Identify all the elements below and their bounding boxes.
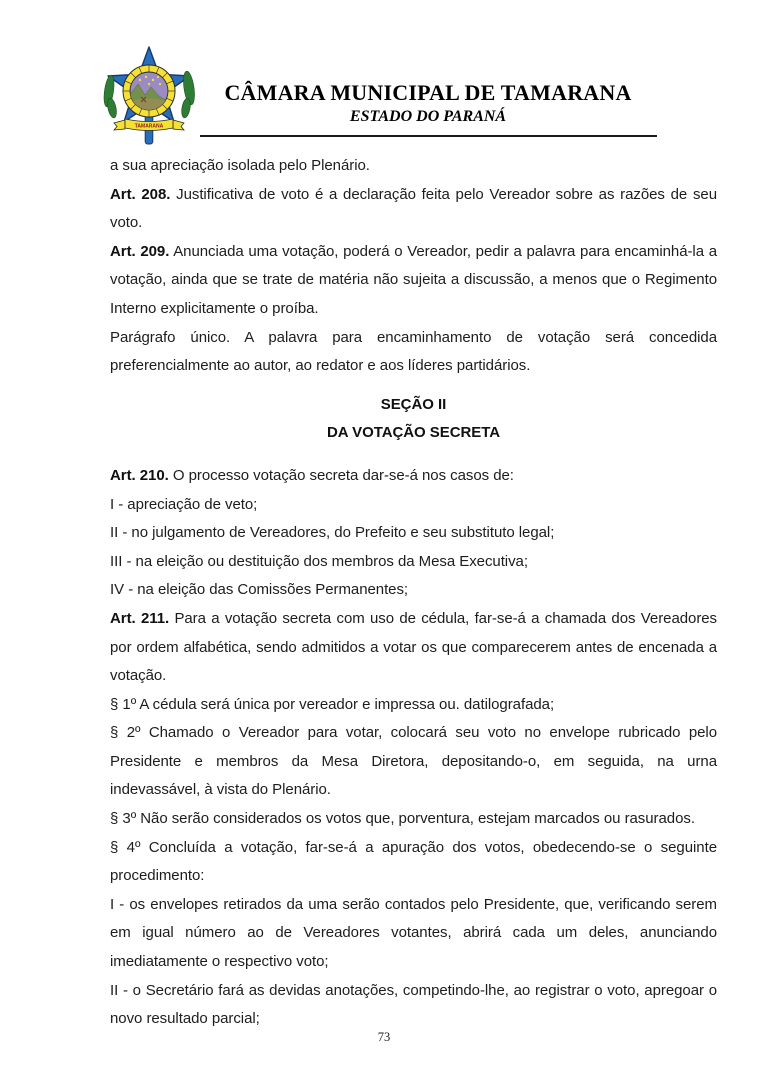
paragraph-paragrafo-unico	[110, 324, 717, 381]
section-heading	[110, 391, 717, 448]
paragraph-text: § 3º Não serão considerados os votos que, porventura, estejam marcados ou rasurados.	[110, 810, 695, 828]
article-label: Art. 211.	[110, 609, 170, 627]
section-title: DA VOTAÇÃO SECRETA	[327, 424, 500, 442]
paragraph-par-1	[110, 691, 717, 720]
paragraph-art-208	[110, 181, 717, 238]
list-item-i-apuracao	[110, 891, 717, 977]
paragraph-par-2	[110, 719, 717, 805]
paragraph-text: § 4º Concluída a votação, far-se-á a apuração dos votos, obedecendo-se o seguinte procedimento:	[110, 838, 717, 885]
section-number: SEÇÃO II	[380, 395, 447, 413]
page-footer	[0, 1030, 768, 1045]
list-item-ii-apuracao	[110, 977, 717, 1034]
paragraph-text: Anunciada uma votação, poderá o Vereador, pedir a palavra para encaminhá-la a votação, ainda que se trate de matéria não sujeita a discussão, a menos que o Regimento Interno explicitamente o proíba.	[110, 242, 718, 317]
ribbon-text: TAMARANA	[134, 123, 164, 130]
org-subtitle: ESTADO DO PARANÁ	[349, 108, 507, 125]
list-item-ii	[110, 519, 717, 548]
org-title: CÂMARA MUNICIPAL DE TAMARANA	[224, 80, 632, 105]
paragraph-text: II - no julgamento de Vereadores, do Prefeito e seu substituto legal;	[110, 524, 555, 542]
letterhead-divider	[200, 135, 657, 137]
paragraph-par-4	[110, 834, 717, 891]
article-label: Art. 210.	[110, 466, 169, 484]
list-item-iv	[110, 576, 717, 605]
paragraph-continuation	[110, 152, 717, 181]
paragraph-art-209	[110, 238, 717, 324]
letterhead-text	[198, 80, 658, 127]
list-item-iii	[110, 548, 717, 577]
paragraph-text: a sua apreciação isolada pelo Plenário.	[110, 157, 370, 174]
paragraph-text: § 1º A cédula será única por vereador e impressa ou. datilografada;	[110, 695, 555, 713]
letterhead	[0, 0, 768, 150]
article-label: Art. 209.	[110, 242, 170, 260]
article-label: Art. 208.	[110, 185, 171, 203]
document-body	[110, 152, 717, 1034]
paragraph-text: II - o Secretário fará as devidas anotações, competindo-lhe, ao registrar o voto, apregoar o novo resultado parcial;	[110, 981, 717, 1028]
paragraph-art-210	[110, 462, 717, 491]
paragraph-text: § 2º Chamado o Vereador para votar, colocará seu voto no envelope rubricado pelo Presidente e membros da Mesa Diretora, depositando-o, em seguida, na urna indevassável, à vista do Plenário.	[110, 724, 717, 799]
paragraph-text: Justificativa de voto é a declaração feita pelo Vereador sobre as razões de seu voto.	[110, 185, 717, 232]
paragraph-text: Para a votação secreta com uso de cédula, far-se-á a chamada dos Vereadores por ordem alfabética, sendo admitidos a votar os que comparecerem antes de encenada a votação.	[110, 609, 718, 685]
paragraph-text: I - os envelopes retirados da uma serão contados pelo Presidente, que, verificando serem em igual número ao de Vereadores votantes, abrirá cada um deles, anunciando imediatamente o respectivo voto;	[110, 895, 717, 971]
paragraph-par-3	[110, 805, 717, 834]
paragraph-text: III - na eleição ou destituição dos membros da Mesa Executiva;	[110, 552, 528, 570]
paragraph-art-211	[110, 605, 717, 691]
coat-of-arms	[95, 46, 197, 150]
paragraph-text: O processo votação secreta dar-se-á nos casos de:	[168, 466, 514, 484]
list-item-i	[110, 491, 717, 520]
page-number: 73	[377, 1030, 391, 1044]
paragraph-text: Parágrafo único. A palavra para encaminhamento de votação será concedida preferencialmente ao autor, ao redator e aos líderes partidários.	[110, 328, 717, 375]
paragraph-text: I - apreciação de veto;	[110, 495, 258, 513]
paragraph-text: IV - na eleição das Comissões Permanentes;	[110, 581, 409, 599]
